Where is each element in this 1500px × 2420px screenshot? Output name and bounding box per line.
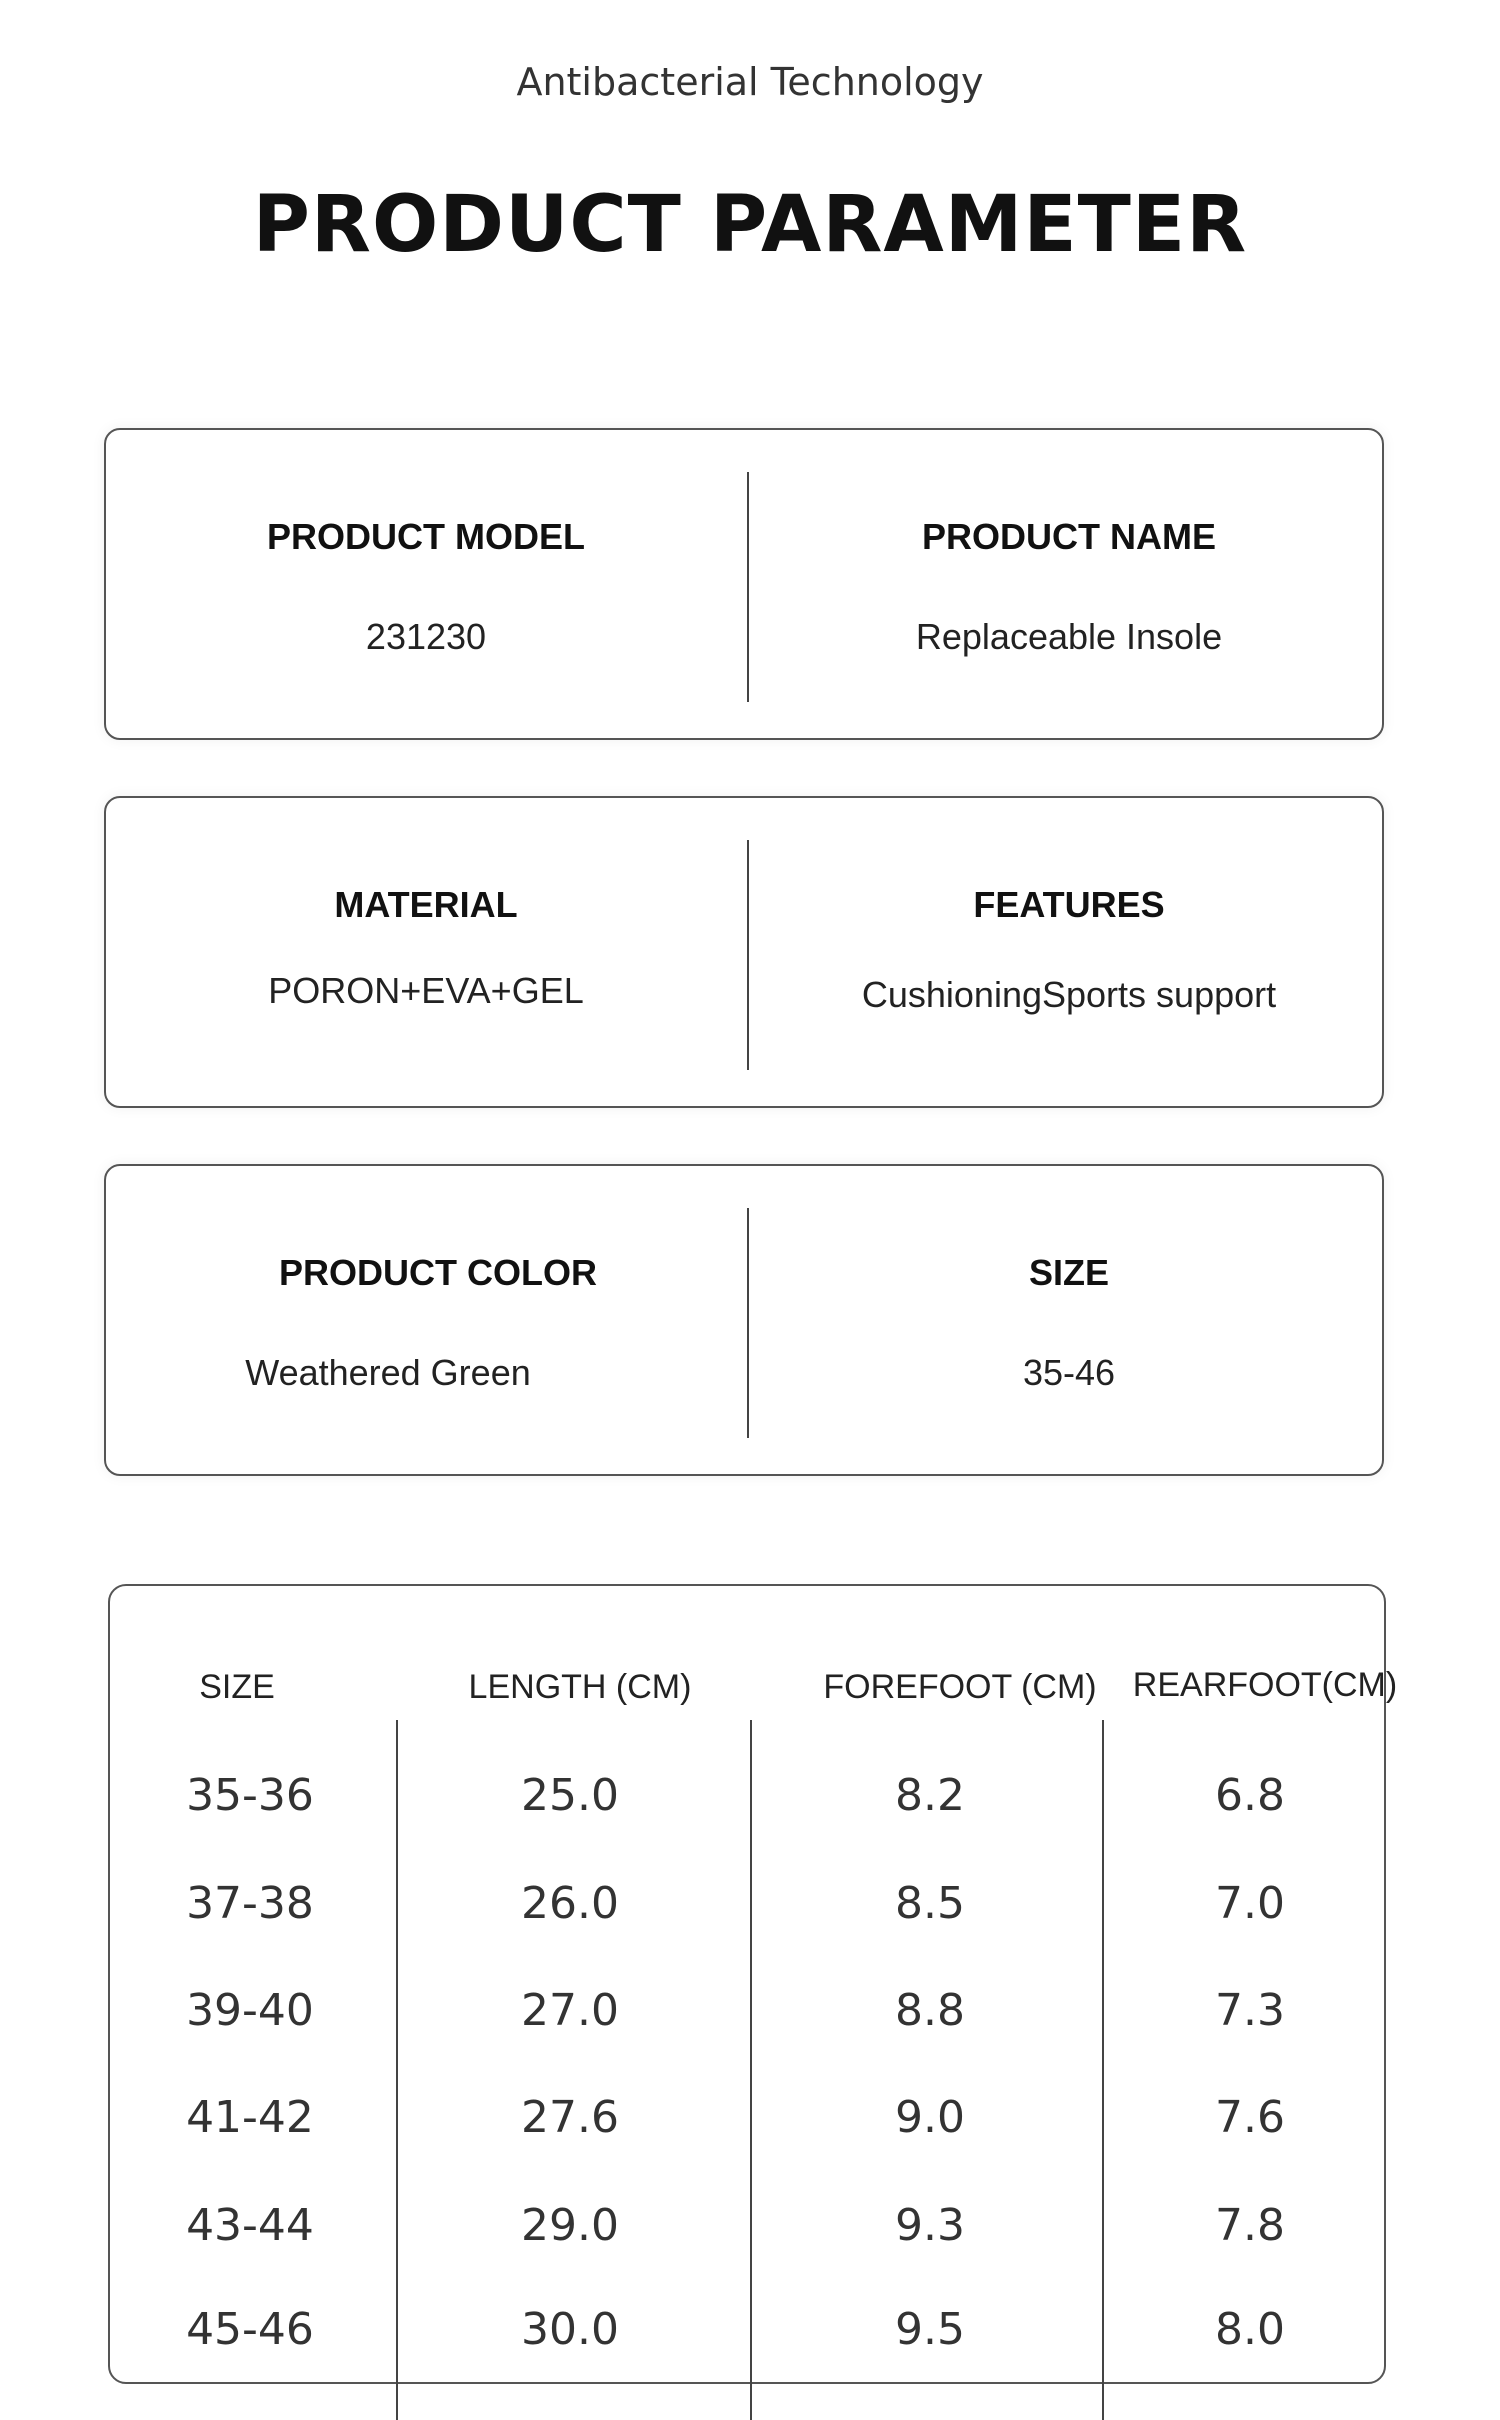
table-cell: 43-44 [186,2200,314,2251]
table-cell: 8.5 [895,1878,965,1929]
param-box-model-name [104,428,1384,740]
param-value: 231230 [365,616,487,657]
table-cell: 7.3 [1215,1985,1285,2036]
table-cell: 8.2 [895,1770,965,1821]
param-label: MATERIAL [334,884,518,925]
param-value: CushioningSports support [861,974,1277,1015]
table-row [110,2092,1384,2152]
table-cell: 7.0 [1215,1878,1285,1929]
param-cell-product-model [106,430,746,738]
param-cell-material [106,798,746,1106]
param-label: PRODUCT NAME [922,516,1216,557]
param-label: PRODUCT COLOR [279,1252,597,1293]
table-cell: 41-42 [186,2092,314,2143]
size-chart-table [108,1584,1398,2384]
param-value: Weathered Green [245,1352,531,1393]
table-cell: 35-36 [186,1770,314,1821]
table-cell: 7.8 [1215,2200,1285,2251]
table-cell: 37-38 [186,1878,314,1929]
param-label: SIZE [1028,1252,1109,1293]
table-cell: 30.0 [521,2304,619,2355]
table-cell: 45-46 [186,2304,314,2355]
table-cell: 9.5 [895,2304,965,2355]
column-header-size: SIZE [199,1668,275,1706]
table-cell: 8.0 [1215,2304,1285,2355]
table-row [110,1770,1384,1830]
param-box-color-size [104,1164,1384,1476]
param-value: Replaceable Insole [915,616,1223,657]
table-row [110,2200,1384,2260]
table-cell: 27.0 [521,1985,619,2036]
column-header-forefoot: FOREFOOT (CM) [823,1668,1097,1706]
table-cell: 27.6 [521,2092,619,2143]
param-value: PORON+EVA+GEL [268,970,584,1011]
column-header-length: LENGTH (CM) [468,1668,692,1706]
param-cell-size [749,1166,1389,1474]
param-box-material-features [104,796,1384,1108]
table-cell: 8.8 [895,1985,965,2036]
column-header-rearfoot: REARFOOT(CM) [1132,1666,1398,1704]
table-cell: 29.0 [521,2200,619,2251]
param-label: PRODUCT MODEL [267,516,585,557]
table-cell: 9.3 [895,2200,965,2251]
param-cell-features [749,798,1389,1106]
param-value: 35-46 [1022,1352,1116,1393]
param-cell-product-name [749,430,1389,738]
param-cell-product-color [106,1166,746,1474]
subtitle: Antibacterial Technology [516,60,984,104]
table-row [110,1985,1384,2045]
table-cell: 25.0 [521,1770,619,1821]
table-cell: 39-40 [186,1985,314,2036]
table-cell: 6.8 [1215,1770,1285,1821]
param-label: FEATURES [973,884,1165,925]
table-row [110,2304,1384,2364]
table-cell: 26.0 [521,1878,619,1929]
table-cell: 9.0 [895,2092,965,2143]
table-cell: 7.6 [1215,2092,1285,2143]
page-title: PRODUCT PARAMETER [252,180,1248,270]
table-row [110,1878,1384,1938]
